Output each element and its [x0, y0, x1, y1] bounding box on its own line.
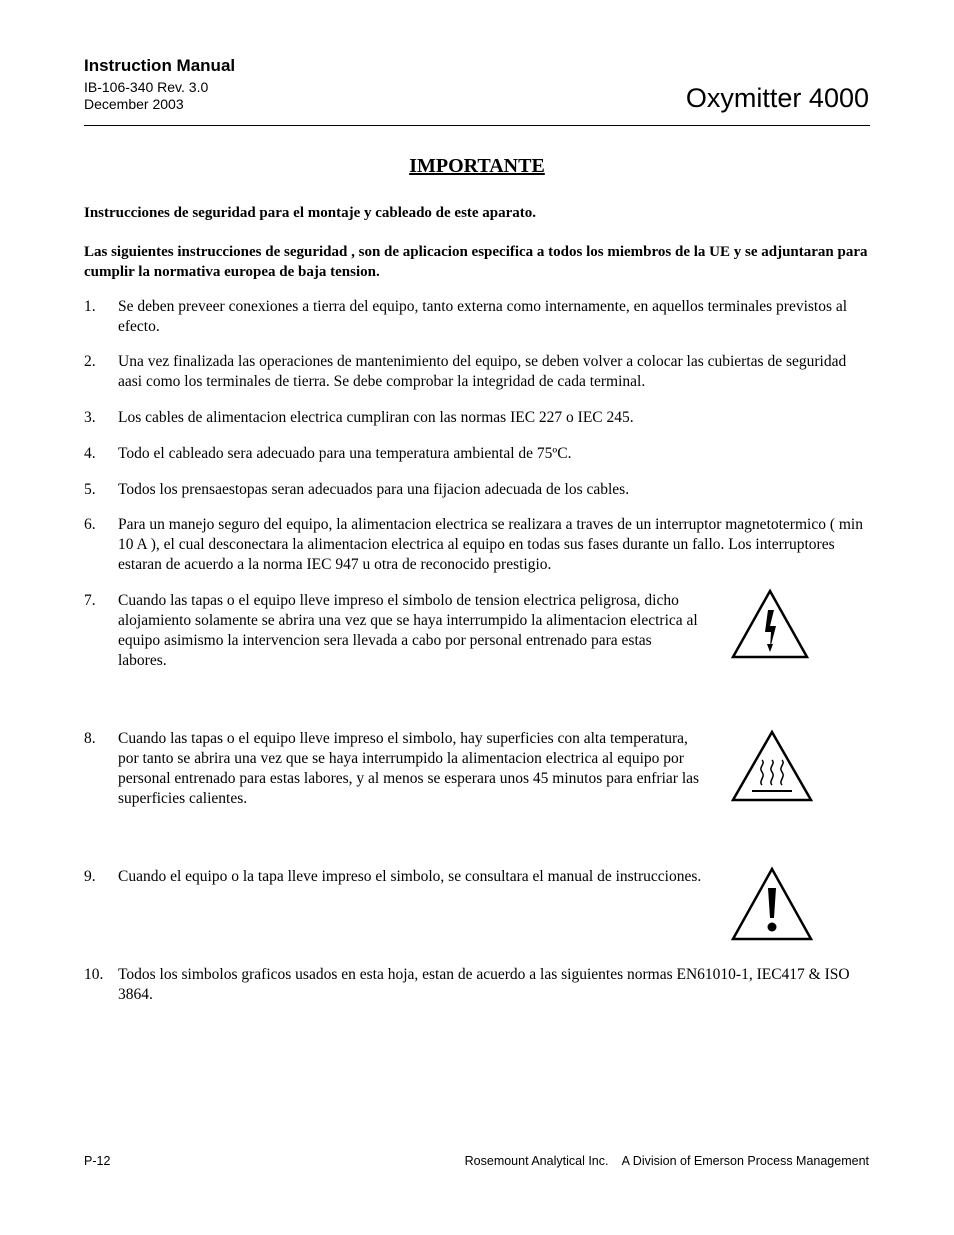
item-number: 6. — [84, 516, 96, 533]
item-text: Cuando las tapas o el equipo lleve impreso el simbolo de tension electrica peligrosa, dicho alojamiento solamente se abrira una vez que se haya interrumpido la alimentacion electrica al equipo asimismo la intervencion sera llevada a cabo por personal entrenado para estas labores. — [118, 592, 698, 669]
intro-line-1: Instrucciones de seguridad para el montaje y cableado de este aparato. — [84, 205, 537, 221]
caution-icon — [730, 866, 814, 942]
item-number: 1. — [84, 298, 96, 315]
list-item — [84, 480, 870, 500]
item-text: Se deben preveer conexiones a tierra del equipo, tanto externa como internamente, en aquellos terminales previstos al efecto. — [118, 298, 848, 335]
list-item — [84, 352, 870, 392]
item-number: 4. — [84, 445, 96, 462]
header-rule — [84, 125, 870, 126]
list-item — [84, 444, 870, 464]
item-number: 2. — [84, 353, 96, 370]
electrical-hazard-icon — [730, 588, 810, 660]
item-number: 10. — [84, 966, 104, 983]
item-text: Cuando las tapas o el equipo lleve impreso el simbolo, hay superficies con alta temperatura, por tanto se abrira una vez que se haya interrumpido la alimentacion electrica al equipo por personal entrenado para estas labores, y al menos se esperara unos 45 minutos para enfriar las superficies calientes. — [118, 730, 700, 807]
item-text: Para un manejo seguro del equipo, la alimentacion electrica se realizara a traves de un interruptor magnetotermico ( min 10 A ), el cual desconectara la alimentacion electrica al equipo en todas sus fases durante un fallo. Los interruptores estaran de acuerdo a la norma IEC 947 u otra de reconocido prestigio. — [118, 516, 863, 573]
hot-surface-icon — [730, 729, 814, 803]
item-text: Los cables de alimentacion electrica cumpliran con las normas IEC 227 o IEC 245. — [118, 409, 634, 426]
product-name: Oxymitter 4000 — [685, 83, 869, 113]
item-number: 3. — [84, 409, 96, 426]
list-item — [84, 729, 704, 809]
list-item — [84, 965, 870, 1005]
list-item — [84, 297, 870, 337]
item-text: Todos los simbolos graficos usados en esta hoja, estan de acuerdo a las siguientes normas EN61010-1, IEC417 & ISO 3864. — [118, 966, 850, 1003]
page-heading: IMPORTANTE — [409, 155, 545, 177]
manual-title: Instruction Manual — [84, 56, 236, 75]
list-item — [84, 408, 870, 428]
footer-company: Rosemount Analytical Inc. A Division of Emerson Process Management — [464, 1154, 869, 1168]
list-item — [84, 867, 704, 887]
document-date: December 2003 — [84, 96, 184, 112]
item-text: Todo el cableado sera adecuado para una temperatura ambiental de 75ºC. — [118, 445, 572, 462]
item-number: 9. — [84, 868, 96, 885]
item-text: Una vez finalizada las operaciones de mantenimiento del equipo, se deben volver a colocar las cubiertas de seguridad aasi como los terminales de tierra. Se debe comprobar la integridad de cada terminal. — [118, 353, 847, 390]
item-number: 7. — [84, 592, 96, 609]
item-number: 8. — [84, 730, 96, 747]
document-number: IB-106-340 Rev. 3.0 — [84, 79, 209, 95]
intro-line-2: Las siguientes instrucciones de seguridad , son de aplicacion especifica a todos los miembros de la UE y se adjuntaran para cumplir la normativa europea de baja tension. — [84, 244, 868, 280]
item-text: Todos los prensaestopas seran adecuados para una fijacion adecuada de los cables. — [118, 481, 630, 498]
list-item — [84, 591, 704, 671]
item-text: Cuando el equipo o la tapa lleve impreso el simbolo, se consultara el manual de instrucciones. — [118, 868, 702, 885]
page-number: P-12 — [84, 1154, 111, 1168]
item-number: 5. — [84, 481, 96, 498]
list-item — [84, 515, 870, 575]
